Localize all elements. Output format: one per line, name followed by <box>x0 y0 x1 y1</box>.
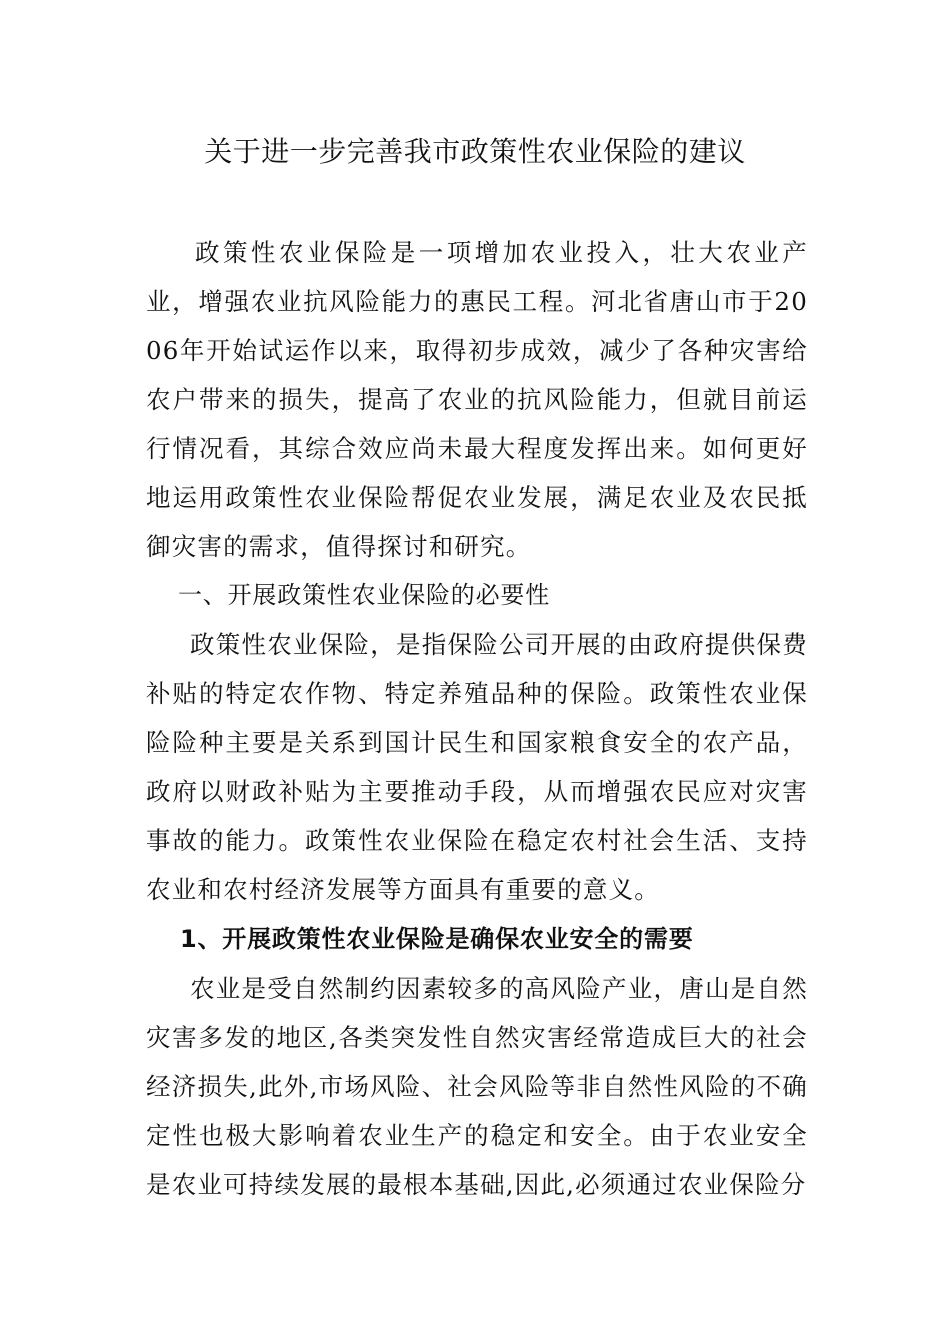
intro-paragraph: 政策性农业保险是一项增加农业投入，壮大农业产业，增强农业抗风险能力的惠民工程。河北省唐山市于2006年开始试运作以来，取得初步成效，减少了各种灾害给农户带来的损失，提高了农业的抗风险能力，但就目前运行情况看，其综合效应尚未最大程度发挥出来。如何更好地运用政策性农业保险帮促农业发展，满足农业及农民抵御灾害的需求，值得探讨和研究。 <box>146 238 808 561</box>
subsection-heading-agricultural-safety: 1、开展政策性农业保险是确保农业安全的需要 <box>180 925 694 953</box>
section-paragraph-definition: 政策性农业保险，是指保险公司开展的由政府提供保费补贴的特定农作物、特定养殖品种的保险。政策性农业保险险种主要是关系到国计民生和国家粮食安全的农产品，政府以财政补贴为主要推动手段，从而增强农民应对灾害事故的能力。政策性农业保险在稳定农村社会生活、支持农业和农村经济发展等方面具有重要的意义。 <box>146 630 808 904</box>
section-heading-necessity: 一、开展政策性农业保险的必要性 <box>178 581 550 609</box>
document-body <box>146 228 808 1209</box>
document-title: 关于进一步完善我市政策性农业保险的建议 <box>204 135 746 168</box>
subsection-paragraph-risk: 农业是受自然制约因素较多的高风险产业，唐山是自然灾害多发的地区,各类突发性自然灾害经常造成巨大的社会经济损失,此外,市场风险、社会风险等非自然性风险的不确定性也极大影响着农业生产的稳定和安全。由于农业安全是农业可持续发展的最根本基础,因此,必须通过农业保险分 <box>146 974 808 1199</box>
